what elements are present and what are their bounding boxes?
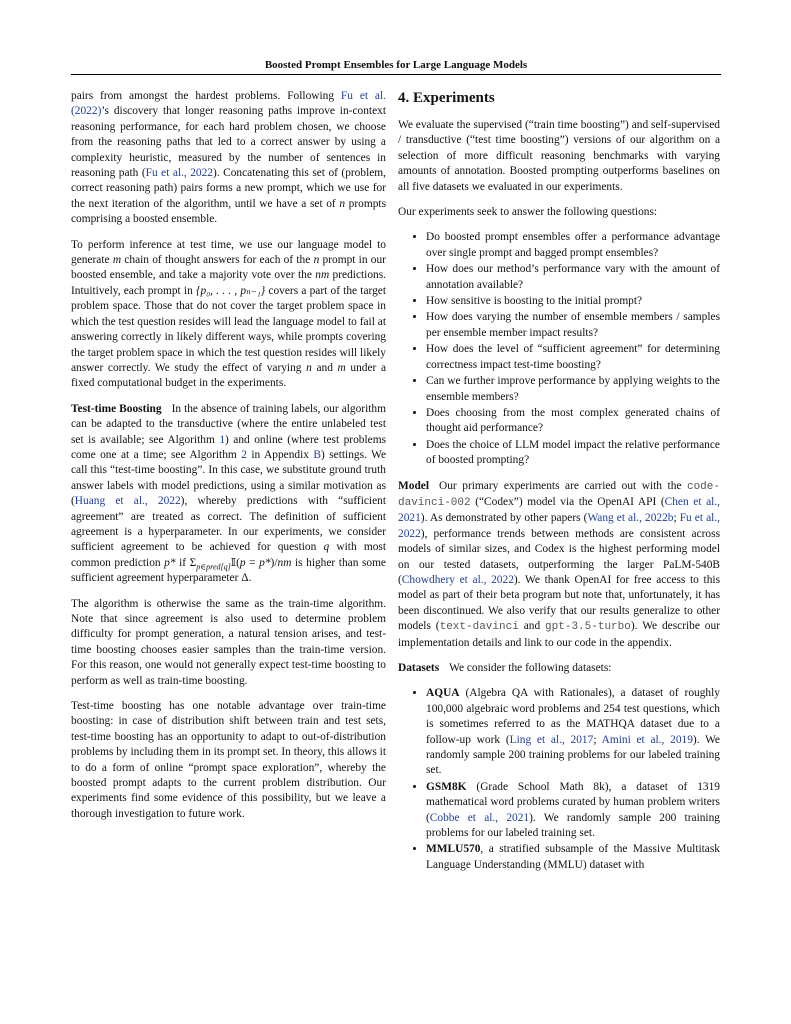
list-item — [426, 686, 720, 778]
code: gpt-3.5-turbo — [545, 621, 631, 634]
citation-link[interactable]: Amini et al., 2019 — [601, 733, 693, 746]
text: prompt in our boosted ensemble, and take a majority vote over the — [71, 254, 386, 282]
text: if Σ — [175, 556, 197, 569]
run-in-heading: Datasets — [398, 662, 440, 674]
text: To perform inference at test time, we use our language model to generate — [71, 238, 386, 267]
text: ). We thank OpenAI for free access to this model as part of their beta program but note that, unfortunately, it has been discontinued. We also verify that our results generalize to other models ( — [398, 573, 720, 633]
list-item — [426, 310, 720, 341]
text: We evaluate the supervised (“train time boosting”) and self-supervised / transductive (“test time boosting”) versions of our algorithm on a selection of more difficult reasoning benchmarks with varying amounts of annotation. Boosted prompting outperforms baselines on all five datasets we evaluated in our experiments. — [398, 119, 720, 193]
header-rule — [71, 74, 721, 75]
text: (Algebra QA with Rationales), a dataset of roughly 100,000 algebraic word problems and 254 test questions, which is sometimes referred to as the MATHQA dataset due to a follow-up work ( — [426, 687, 720, 746]
datasets-list — [398, 686, 720, 873]
list-item — [426, 262, 720, 293]
text: ) and online (where test problems come one at a time; see Algorithm — [71, 433, 386, 461]
text: , a stratified subsample of the Massive Multitask Language Understanding (MMLU) dataset with — [426, 843, 720, 871]
citation-link[interactable]: Huang et al., 2022 — [74, 495, 181, 508]
running-header: Boosted Prompt Ensembles for Large Language Models — [264, 59, 528, 71]
paragraph — [71, 89, 386, 228]
list-item — [426, 342, 720, 373]
paragraph — [398, 205, 720, 220]
text: How does our method’s performance vary with the amount of annotation available? — [426, 263, 720, 291]
text: ). As demonstrated by other papers ( — [420, 512, 588, 525]
math: n — [306, 361, 312, 374]
text: Does the choice of LLM model impact the relative performance of boosted prompting? — [426, 438, 720, 467]
text: )/ — [270, 556, 278, 569]
bold-term: AQUA — [426, 687, 460, 700]
code: code-davinci-002 — [398, 480, 720, 509]
section-heading: 4. Experiments — [398, 90, 495, 106]
right-column — [398, 89, 720, 883]
text: (“Codex”) model via the OpenAI API ( — [470, 495, 665, 508]
left-column — [71, 89, 386, 832]
citation-link[interactable]: Wang et al., 2022b — [587, 512, 674, 525]
text: How does varying the number of ensemble members / samples per ensemble member impact results? — [426, 311, 720, 339]
citation-link[interactable]: Chen et al., 2021 — [398, 495, 720, 525]
citation-link[interactable]: Fu et al., 2022 — [145, 167, 214, 180]
run-in-heading: Test-time Boosting — [71, 402, 162, 415]
text: ). We randomly sample 200 training problems for our labeled training set. — [426, 733, 720, 777]
paragraph — [71, 699, 386, 822]
citation-link[interactable]: 2 — [241, 448, 247, 461]
text: Test-time boosting has one notable advantage over train-time boosting: in case of distribution shift between train and test sets, test-time boosting has an opportunity to adapt to out-of-distribution problems by including them in its prompt set. In theory, this allows it to do a form of online “prompt space exploration”, whereby the boosted prompt adapts to the current problem distribution. Our experiments find some evidence of this possibility, but we leave a thorough investigation to future work. — [71, 700, 387, 820]
text: predictions. Intuitively, each prompt in — [71, 269, 386, 297]
citation-link[interactable]: Fu et al., 2022 — [398, 512, 720, 540]
text: ). We describe our implementation details and link to our code in the appendix. — [398, 620, 720, 649]
math: {p₀, . . . , pₙ₋₁} — [195, 284, 266, 297]
datasets-paragraph — [398, 661, 720, 676]
text: ’s discovery that longer reasoning paths improve in-context reasoning performance, for each hard problem chosen, we choose from the reasoning paths that led to a correct answer by using a complexity heuristic, measured by the number of sentences in reasoning path ( — [71, 105, 386, 180]
paragraph — [71, 597, 386, 689]
text: covers a part of the target problem space. Those that do not cover the target problem space in which the test question resides will lead the language model to fail at answering correctly in likely different ways, while prompts covering the target problem space in which the test question resides will likely answer correctly. We study the effect of varying — [71, 284, 387, 374]
code: text-davinci — [439, 621, 519, 634]
list-item — [426, 294, 720, 309]
bold-term: MMLU570 — [426, 843, 481, 856]
text: ). We randomly sample 200 training problems for our labeled training set. — [426, 811, 720, 840]
citation-link[interactable]: Chowdhery et al., 2022 — [401, 573, 514, 586]
citation-link[interactable]: 1 — [219, 433, 226, 446]
math: q — [323, 541, 330, 554]
math-subscript: p∈pred[q] — [196, 562, 231, 572]
citation-link[interactable]: Fu et al. (2022) — [71, 90, 386, 118]
math: m — [337, 361, 346, 374]
text: chain of thought answers for each of the — [121, 254, 314, 267]
text: ), performance trends between methods are consistent across models of similar sizes, and Codex is the highest performing model on our tested datasets, outperforming the larger PaLM-540B ( — [398, 527, 720, 586]
citation-link[interactable]: Ling et al., 2017 — [509, 733, 594, 746]
math: nm — [277, 556, 292, 569]
text: and — [518, 620, 546, 633]
text: Our experiments seek to answer the following questions: — [398, 206, 658, 219]
text: in Appendix — [246, 448, 314, 461]
list-item — [426, 230, 720, 261]
text: pairs from amongst the hardest problems. Following — [71, 90, 341, 102]
list-item — [426, 842, 720, 873]
questions-list — [398, 230, 720, 468]
math: p — [239, 556, 246, 569]
text: = — [245, 556, 260, 569]
math: nm — [315, 269, 330, 282]
text: ) settings. We call this “test-time boosting”. In this case, we substitute ground truth answer labels with model predictions, using a similar motivation as ( — [71, 448, 387, 508]
math: n — [313, 254, 320, 267]
math: n — [339, 197, 346, 210]
paragraph — [398, 118, 720, 195]
text: The algorithm is otherwise the same as the train-time algorithm. Note that since agreement is also used to determine problem difficulty for prompt generation, a natural tension arises, and test-time boosting chooses easier samples than the train-time version. For this reason, one would not generally expect test-time boosting to perform as well as train-time boosting. — [71, 597, 386, 687]
text: Do boosted prompt ensembles offer a performance advantage over single prompt and bagged prompt ensembles? — [426, 231, 720, 259]
text: How does the level of “sufficient agreement” for determining correctness impact test-time boosting? — [426, 343, 720, 371]
run-in-heading: Model — [398, 479, 430, 492]
text: and — [311, 361, 338, 374]
list-item — [426, 780, 720, 842]
text: Can we further improve performance by applying weights to the ensemble members? — [426, 375, 720, 403]
text: with most common prediction — [71, 541, 386, 569]
math: p* — [259, 556, 271, 569]
text: (Grade School Math 8k), a dataset of 1319 mathematical word problems curated by human problem writers ( — [426, 780, 720, 824]
text: ; — [593, 733, 602, 746]
text: ). Concatenating this set of (problem, correct reasoning path) pairs forms a new prompt, which we use for the next iteration of the algorithm, until we have a set of — [71, 167, 387, 210]
text: prompts comprising a boosted ensemble. — [71, 197, 387, 226]
text: We consider the following datasets: — [449, 662, 612, 674]
list-item — [426, 438, 720, 469]
list-item — [426, 374, 720, 405]
model-paragraph — [398, 479, 720, 651]
text: In the absence of training labels, our algorithm can be adapted to the transductive (where the entire unlabeled test set is available; see Algorithm — [71, 402, 386, 446]
text: ), whereby predictions with “sufficient agreement” are treated as correct. The definition of sufficient agreement is a hyperparameter. In our experiments, we consider sufficient agreement to be achieved for question — [71, 495, 386, 554]
text: How sensitive is boosting to the initial prompt? — [426, 295, 643, 308]
citation-link[interactable]: B — [313, 448, 321, 461]
text: Our primary experiments are carried out with the — [439, 479, 687, 492]
text: under a fixed computational budget in the experiments. — [71, 361, 387, 390]
bold-term: GSM8K — [426, 780, 467, 793]
citation-link[interactable]: Cobbe et al., 2021 — [429, 811, 530, 824]
paragraph — [71, 238, 386, 392]
math: p* — [164, 556, 176, 569]
list-item — [426, 406, 720, 437]
test-time-boosting-paragraph — [71, 402, 386, 587]
text: 𝕀( — [230, 556, 240, 569]
text: Does choosing from the most complex generated chains of thought aid performance? — [426, 406, 720, 435]
math: m — [112, 254, 122, 267]
text: is higher than some sufficient agreement hyperparameter Δ. — [71, 556, 386, 585]
text: ; — [673, 512, 680, 525]
